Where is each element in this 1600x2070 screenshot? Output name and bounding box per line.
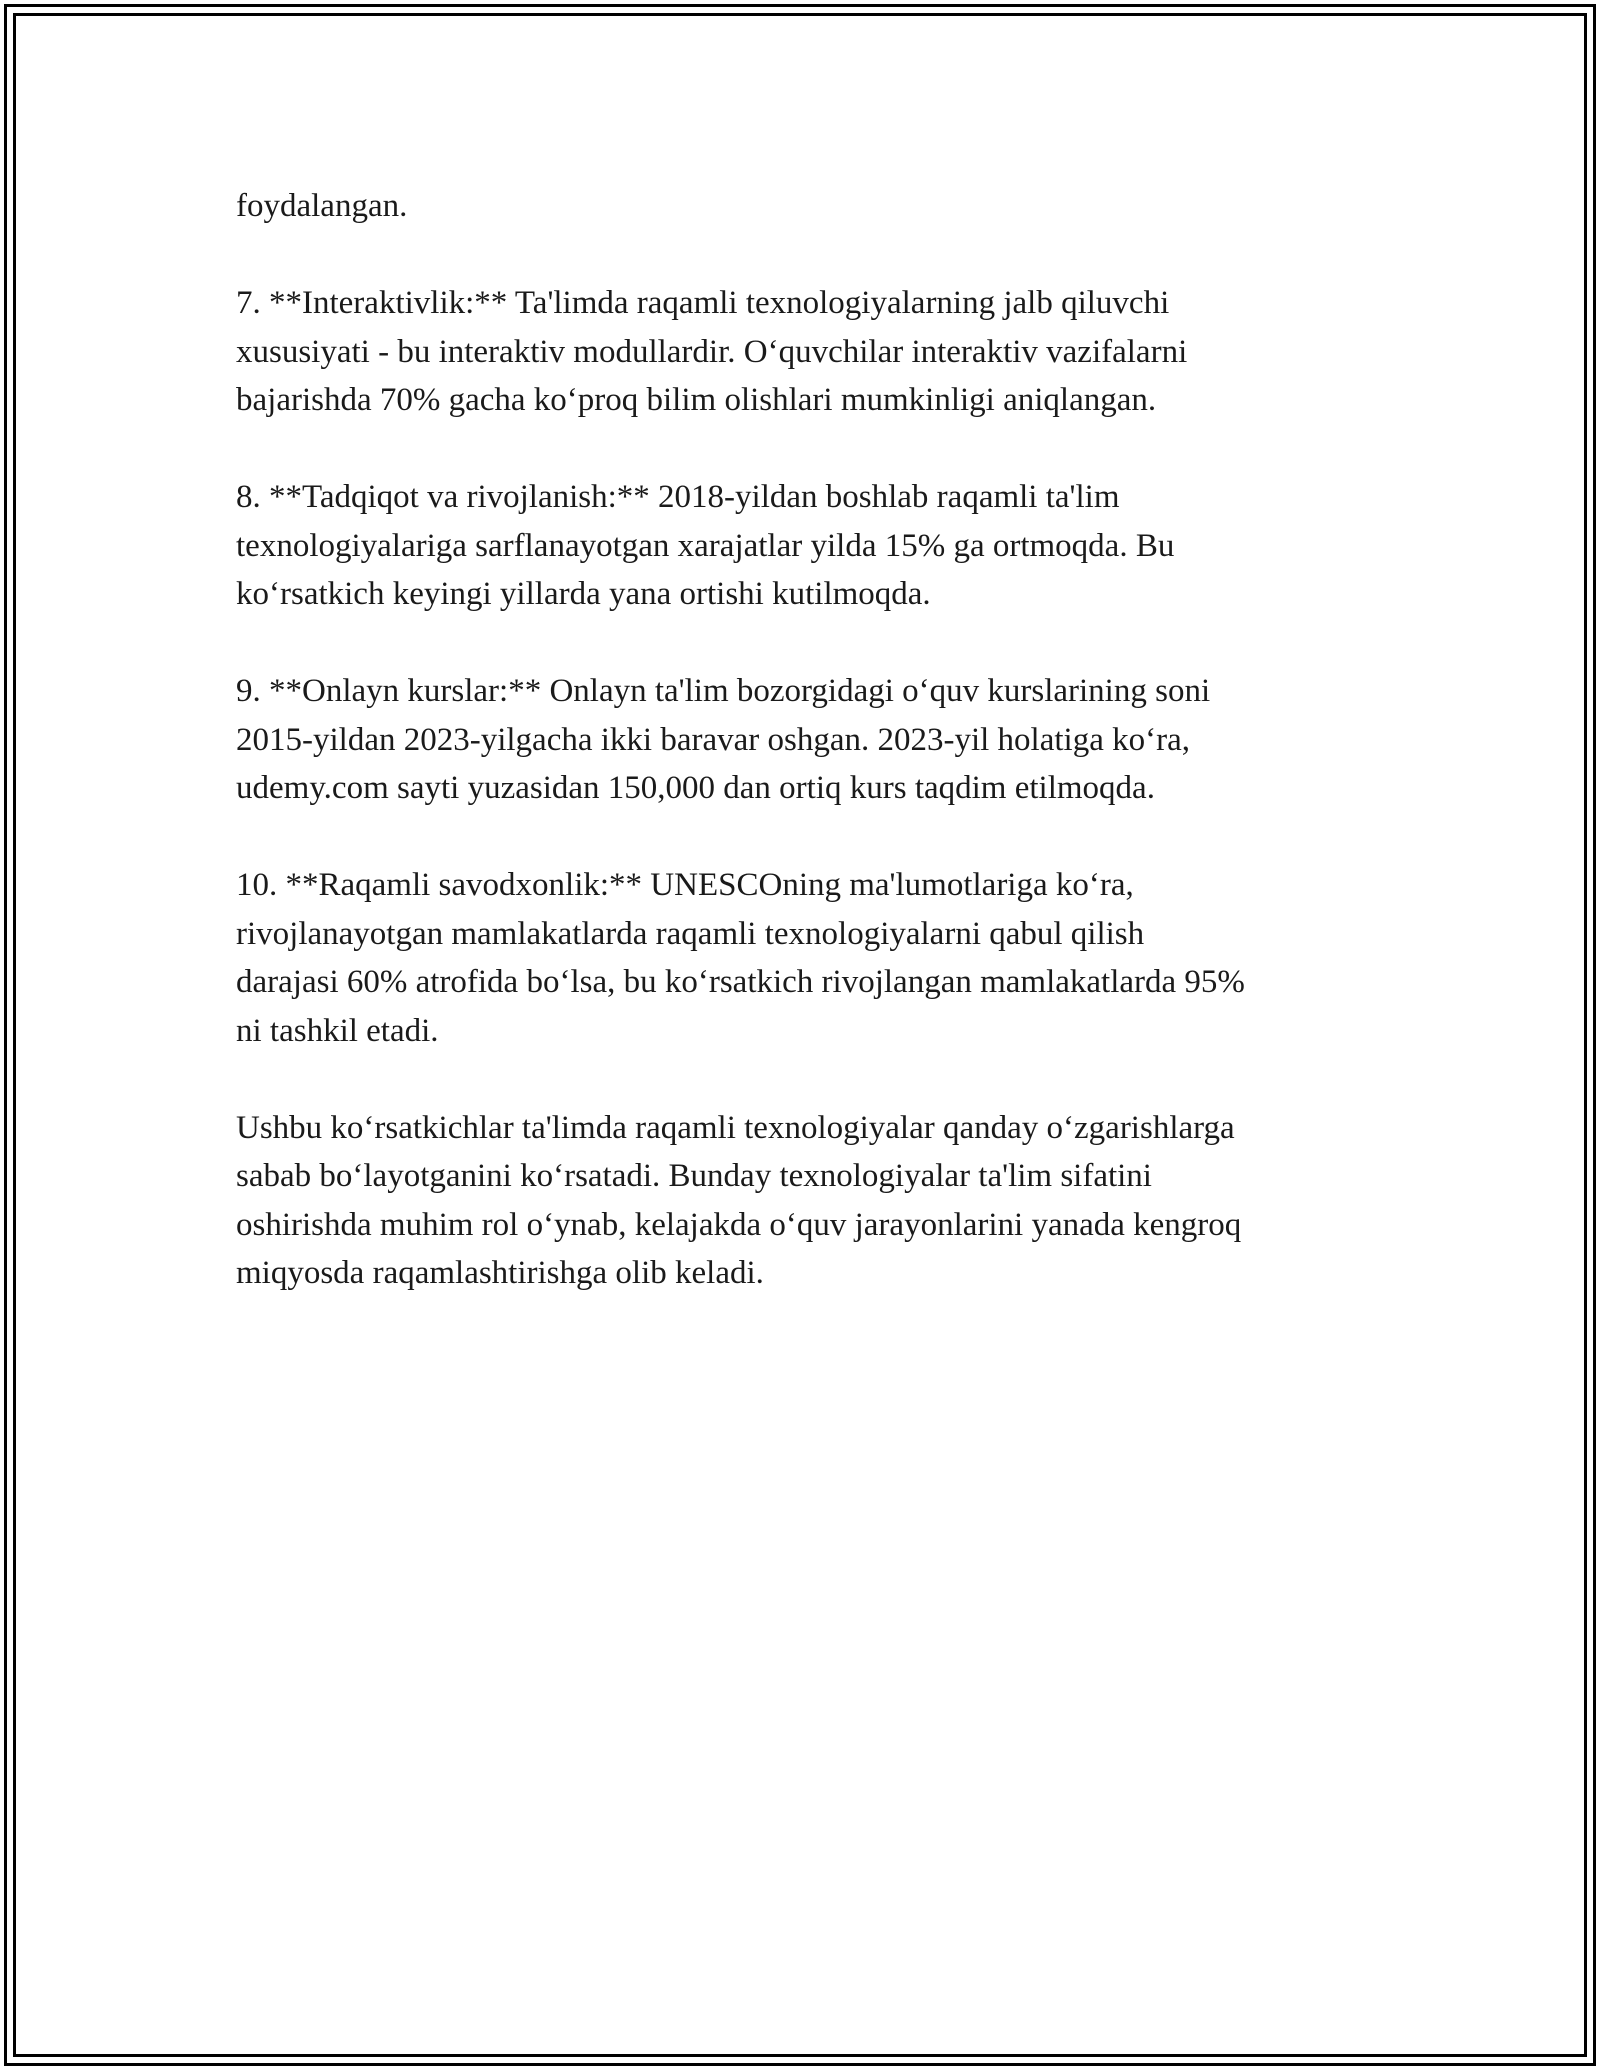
paragraph-item-8-tadqiqot: 8. **Tadqiqot va rivojlanish:** 2018-yildan boshlab raqamli ta'lim texnologiyalariga sarflanayotgan xarajatlar yilda 15% ga ortmoqda. Bu ko‘rsatkich keyingi yillarda yana ortishi kutilmoqda. — [236, 479, 1175, 612]
paragraph-item-7-interaktivlik: 7. **Interaktivlik:** Ta'limda raqamli texnologiyalarning jalb qiluvchi xususiyati - bu interaktiv modullardir. O‘quvchilar interaktiv vazifalarni bajarishda 70% gacha ko‘proq bilim olishlari mumkinligi aniqlangan. — [236, 285, 1188, 418]
paragraph-item-10-raqamli-savodxonlik: 10. **Raqamli savodxonlik:** UNESCOning ma'lumotlariga ko‘ra, rivojlanayotgan mamlakatlarda raqamli texnologiyalarni qabul qilish darajasi 60% atrofida bo‘lsa, bu ko‘rsatkich rivojlangan mamlakatlarda 95% ni tashkil etadi. — [236, 867, 1245, 1049]
paragraph-conclusion: Ushbu ko‘rsatkichlar ta'limda raqamli texnologiyalar qanday o‘zgarishlarga sabab bo‘layotganini ko‘rsatadi. Bunday texnologiyalar ta'lim sifatini oshirishda muhim rol o‘ynab, kelajakda o‘quv jarayonlarini yanada kengroq miqyosda raqamlashtirishga olib keladi. — [236, 1109, 1242, 1291]
document-body — [236, 182, 1376, 1346]
paragraph-item-9-onlayn-kurslar: 9. **Onlayn kurslar:** Onlayn ta'lim bozorgidagi o‘quv kurslarining soni 2015-yildan 2023-yilgacha ikki baravar oshgan. 2023-yil holatiga ko‘ra, udemy.com sayti yuzasidan 150,000 dan ortiq kurs taqdim etilmoqda. — [236, 673, 1211, 806]
paragraph-continuation: foydalangan. — [236, 188, 408, 224]
